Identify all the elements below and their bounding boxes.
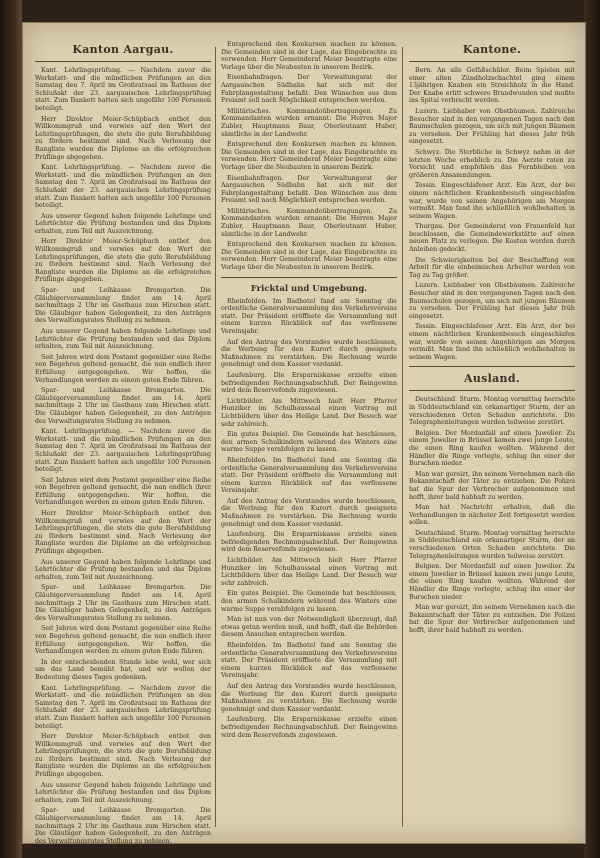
section-rule: [409, 366, 575, 367]
article-paragraph: Tessin. Eingeschlafener Arzt. Ein Arzt, der bei einem nächtlichen Krankenbesuch eingeschlafen war, wurde von seinen Angehörigen am Morgen vermißt. Man fand ihn schließlich wohlbehalten in seinem Wagen.: [409, 323, 575, 361]
section-heading-kantone: Kantone.: [462, 43, 522, 56]
section-heading-ausland: Ausland.: [464, 372, 520, 386]
article-paragraph: Bern. An alle Gefäßschüler. Beim Spielen mit einer alten Zündholzschachtel ging einem 13jährigen Knaben ein Streichholz in die Hand. Der Knabe erlitt schwere Brandwunden und mußte ins Spital verbracht werden.: [409, 67, 575, 105]
book-spine: [0, 0, 22, 858]
article-paragraph: Entsprechend den Konkursen machen zu können. Die Gemeinden sind in der Lage, das Eingebrachte zu verwenden. Herr Gemeinderat Meier beantragte eine Vorlage über die Neubauten in unserem Bezirk.: [221, 141, 397, 171]
heading-rule: [35, 61, 211, 62]
article-paragraph: Auf den Antrag des Vorstandes wurde beschlossen, die Werbung für den Kurort durch geeignete Maßnahmen zu verstärken. Die Rechnung wurde genehmigt und dem Kassier verdankt.: [221, 338, 397, 369]
article-paragraph: Laufenburg. Die Ersparniskasse erzielte einen befriedigenden Rechnungsabschluß. Der Reingewinn wird dem Reservefonds zugewiesen.: [221, 531, 397, 554]
article-paragraph: Spar- und Leihkasse Bremgarten. Die Gläubigerversammlung findet am 14. April nachmittags 2 Uhr im Gasthaus zum Hirschen statt. Die Gläubiger haben Gelegenheit, zu den Anträgen des Verwaltungsrates Stellung zu nehmen.: [35, 287, 211, 325]
heading-rule: [409, 390, 575, 391]
article-paragraph: Seit Jahren wird dem Postamt gegenüber eine Reihe von Begehren geltend gemacht, die nun endlich ihrer Erfüllung entgegengehen. Wir hoffen, die Verhandlungen werden zu einem guten Ende führen.: [35, 353, 211, 384]
article-paragraph: Auf den Antrag des Vorstandes wurde beschlossen, die Werbung für den Kurort durch geeignete Maßnahmen zu verstärken. Die Rechnung wurde genehmigt und dem Kassier verdankt.: [221, 682, 397, 713]
article-paragraph: Kant. Lehrlingsprüfung. — Nachdem zuvor die Werkstatt- und die mündlichen Prüfungen an den Samstag den 7. April im Großratsaal im Rathaus der Schlußakt der 23. aargauischen Lehrlingsprüfung statt. Zum Bankett hatten sich ungefähr 100 Personen beteiligt.: [35, 684, 211, 730]
page-edge: [584, 0, 600, 858]
article-paragraph: Lichtbilder. Am Mittwoch hielt Herr Pfarrer Hunziker im Schulhaussaal einen Vortrag mit Lichtbildern über das Heilige Land. Der Besuch war sehr zahlreich.: [221, 397, 397, 428]
article-paragraph: Kant. Lehrlingsprüfung. — Nachdem zuvor die Werkstatt- und die mündlichen Prüfungen an den Samstag den 7. April im Großratsaal im Rathaus der Schlußakt der 23. aargauischen Lehrlingsprüfung statt. Zum Bankett hatten sich ungefähr 100 Personen beteiligt.: [35, 164, 211, 210]
article-paragraph: Eisenbahnfragen. Der Verwaltungsrat der Aargauischen Südbahn hat sich mit der Fahrplangestaltung befaßt. Den Wünschen aus dem Freiamt soll nach Möglichkeit entsprochen werden.: [221, 74, 397, 105]
article-paragraph: Thurgau. Der Gemeinderat von Frauenfeld hat beschlossen, die Gemeindewerkstätte auf einen neuen Platz zu verlegen. Die Kosten werden durch Anleihen gedeckt.: [409, 223, 575, 254]
article-paragraph: Rheinfelden. Im Badhotel fand am Sonntag die ordentliche Generalversammlung des Verkehrsvereins statt. Der Präsident eröffnete die Versammlung mit einem kurzen Rückblick auf das verflossene Vereinsjahr.: [221, 297, 397, 335]
article-paragraph: Auf den Antrag des Vorstandes wurde beschlossen, die Werbung für den Kurort durch geeignete Maßnahmen zu verstärken. Die Rechnung wurde genehmigt und dem Kassier verdankt.: [221, 497, 397, 528]
article-paragraph: Spar- und Leihkasse Bremgarten. Die Gläubigerversammlung findet am 14. April nachmittags 2 Uhr im Gasthaus zum Hirschen statt. Die Gläubiger haben Gelegenheit, zu den Anträgen des Verwaltungsrates Stellung zu nehmen.: [35, 807, 211, 845]
article-paragraph: Laufenburg. Die Ersparniskasse erzielte einen befriedigenden Rechnungsabschluß. Der Reingewinn wird dem Reservefonds zugewiesen.: [221, 716, 397, 739]
article-paragraph: Herr Direktor Meier-Schüpbach entbot den Willkommgruß und verwies auf den Wert der Lehrlingsprüfungen, die stets die gute Berufsbildung zu fördern bestimmt sind. Nach Verlesung der Rangliste wurden die Diplome an die erfolgreichen Prüflinge abgegeben.: [35, 510, 211, 556]
article-paragraph: Aus unserer Gegend haben folgende Lehrlinge und Lehrtöchter die Prüfung bestanden und das Diplom erhalten, zum Teil mit Auszeichnung.: [35, 328, 211, 351]
article-paragraph: Luzern. Liebhaber von Obstbäumen. Zahlreiche Besucher sind in den vergangenen Tagen nach den Baumschulen gezogen, um sich mit jungen Bäumen zu versehen. Der Frühling hat dieses Jahr früh eingesetzt.: [409, 107, 575, 146]
article-paragraph: Deutschland. Sturm. Montag vormittag herrschte in Süddeutschland ein orkanartiger Sturm, der an verschiedenen Orten Schaden anrichtete. Die Telegraphenleitungen wurden teilweise zerstört.: [409, 396, 575, 427]
article-paragraph: Aus unserer Gegend haben folgende Lehrlinge und Lehrtöchter die Prüfung bestanden und das Diplom erhalten, zum Teil mit Auszeichnung.: [35, 781, 211, 804]
article-paragraph: Eisenbahnfragen. Der Verwaltungsrat der Aargauischen Südbahn hat sich mit der Fahrplangestaltung befaßt. Den Wünschen aus dem Freiamt soll nach Möglichkeit entsprochen werden.: [221, 174, 397, 205]
article-paragraph: Seit Jahren wird dem Postamt gegenüber eine Reihe von Begehren geltend gemacht, die nun endlich ihrer Erfüllung entgegengehen. Wir hoffen, die Verhandlungen werden zu einem guten Ende führen.: [35, 625, 211, 656]
section-rule: [221, 277, 397, 278]
article-paragraph: Belgien. Der Mordanfall auf einen Juwelier. Zu einem Juwelier in Brüssel kamen zwei junge Leute, die einen Ring kaufen wollten. Während der Händler die Ringe vorlegte, schlug ihn einer der Burschen nieder.: [409, 429, 575, 468]
article-paragraph: Ein gutes Beispiel. Die Gemeinde hat beschlossen, den armen Schulkindern während des Winters eine warme Suppe verabfolgen zu lassen.: [221, 431, 397, 454]
article-paragraph: Deutschland. Sturm. Montag vormittag herrschte in Süddeutschland ein orkanartiger Sturm, der an verschiedenen Orten Schaden anrichtete. Die Telegraphenleitungen wurden teilweise zerstört.: [409, 529, 575, 560]
article-paragraph: Herr Direktor Meier-Schüpbach entbot den Willkommgruß und verwies auf den Wert der Lehrlingsprüfungen, die stets die gute Berufsbildung zu fördern bestimmt sind. Nach Verlesung der Rangliste wurden die Diplome an die erfolgreichen Prüflinge abgegeben.: [35, 733, 211, 779]
article-paragraph: Man ist nun von der Notwendigkeit überzeugt, daß etwas getan werden muß, und hofft, daß die Behörden diesem Ansuchen entsprechen werden.: [221, 616, 397, 639]
column-kantone: [409, 41, 575, 831]
column-divider: [215, 47, 216, 827]
article-paragraph: Aus unserer Gegend haben folgende Lehrlinge und Lehrtöchter die Prüfung bestanden und das Diplom erhalten, zum Teil mit Auszeichnung.: [35, 212, 211, 235]
article-paragraph: Schwyz. Die Sterbliche in Schwyz nahm in der letzten Woche erheblich zu. Die Aerzte raten zu Vorsicht und empfehlen das Fernbleiben von größeren Ansammlungen.: [409, 148, 575, 179]
article-paragraph: Aus unserer Gegend haben folgende Lehrlinge und Lehrtöchter die Prüfung bestanden und das Diplom erhalten, zum Teil mit Auszeichnung.: [35, 558, 211, 581]
article-paragraph: Entsprechend den Konkursen machen zu können. Die Gemeinden sind in der Lage, das Eingebrachte zu verwenden. Herr Gemeinderat Meier beantragte eine Vorlage über die Neubauten in unserem Bezirk.: [221, 41, 397, 71]
section-heading-kanton-aargau: Kanton Aargau.: [72, 43, 174, 56]
article-paragraph: Man war gereizt, ihn seinem Vernehmen nach die Bekanntschaft der Täter zu entziehen. Die Polizei hat die Spur der Verbrecher aufgenommen und hofft, ihrer bald habhaft zu werden.: [409, 604, 575, 634]
article-paragraph: Militärisches. Kommandoübertragungen. Zu Kommandanten wurden ernannt: Die Herren Major Zubler, Hauptmann Baur, Oberleutnant Huber, sämtliche in der Landwehr.: [221, 107, 397, 138]
article-paragraph: Laufenburg. Die Ersparniskasse erzielte einen befriedigenden Rechnungsabschluß. Der Reingewinn wird dem Reservefonds zugewiesen.: [221, 371, 397, 395]
article-paragraph: Lichtbilder. Am Mittwoch hielt Herr Pfarrer Hunziker im Schulhaussaal einen Vortrag mit Lichtbildern über das Heilige Land. Der Besuch war sehr zahlreich.: [221, 557, 397, 587]
article-paragraph: Die Schwierigkeiten bei der Beschaffung von Arbeit für die einheimischen Arbeiter werden von Tag zu Tag größer.: [409, 256, 575, 279]
article-paragraph: Ein gutes Beispiel. Die Gemeinde hat beschlossen, den armen Schulkindern während des Winters eine warme Suppe verabfolgen zu lassen.: [221, 590, 397, 613]
article-paragraph: Herr Direktor Meier-Schüpbach entbot den Willkommgruß und verwies auf den Wert der Lehrlingsprüfungen, die stets die gute Berufsbildung zu fördern bestimmt sind. Nach Verlesung der Rangliste wurden die Diplome an die erfolgreichen Prüflinge abgegeben.: [35, 238, 211, 284]
article-paragraph: Rheinfelden. Im Badhotel fand am Sonntag die ordentliche Generalversammlung des Verkehrsvereins statt. Der Präsident eröffnete die Versammlung mit einem kurzen Rückblick auf das verflossene Vereinsjahr.: [221, 641, 397, 680]
article-paragraph: Kant. Lehrlingsprüfung. — Nachdem zuvor die Werkstatt- und die mündlichen Prüfungen an den Samstag den 7. April im Großratsaal im Rathaus der Schlußakt der 23. aargauischen Lehrlingsprüfung statt. Zum Bankett hatten sich ungefähr 100 Personen beteiligt.: [35, 67, 211, 112]
article-paragraph: Luzern. Liebhaber von Obstbäumen. Zahlreiche Besucher sind in den vergangenen Tagen nach den Baumschulen gezogen, um sich mit jungen Bäumen zu versehen. Der Frühling hat dieses Jahr früh eingesetzt.: [409, 282, 575, 320]
article-paragraph: Seit Jahren wird dem Postamt gegenüber eine Reihe von Begehren geltend gemacht, die nun endlich ihrer Erfüllung entgegengehen. Wir hoffen, die Verhandlungen werden zu einem guten Ende führen.: [35, 476, 211, 507]
article-paragraph: Tessin. Eingeschlafener Arzt. Ein Arzt, der bei einem nächtlichen Krankenbesuch eingeschlafen war, wurde von seinen Angehörigen am Morgen vermißt. Man fand ihn schließlich wohlbehalten in seinem Wagen.: [409, 182, 575, 220]
heading-rule: [409, 61, 575, 62]
article-paragraph: Kant. Lehrlingsprüfung. — Nachdem zuvor die Werkstatt- und die mündlichen Prüfungen an den Samstag den 7. April im Großratsaal im Rathaus der Schlußakt der 23. aargauischen Lehrlingsprüfung statt. Zum Bankett hatten sich ungefähr 100 Personen beteiligt.: [35, 428, 211, 474]
article-paragraph: Herr Direktor Meier-Schüpbach entbot den Willkommgruß und verwies auf den Wert der Lehrlingsprüfungen, die stets die gute Berufsbildung zu fördern bestimmt sind. Nach Verlesung der Rangliste wurden die Diplome an die erfolgreichen Prüflinge abgegeben.: [35, 115, 211, 161]
column-fricktal: [221, 41, 397, 831]
article-paragraph: Spar- und Leihkasse Bremgarten. Die Gläubigerversammlung findet am 14. April nachmittags 2 Uhr im Gasthaus zum Hirschen statt. Die Gläubiger haben Gelegenheit, zu den Anträgen des Verwaltungsrates Stellung zu nehmen.: [35, 584, 211, 622]
article-paragraph: Man hat Nachricht erhalten, daß die Verhandlungen in nächster Zeit fortgesetzt werden sollen.: [409, 504, 575, 527]
article-paragraph: Man war gereizt, ihn seinem Vernehmen nach die Bekanntschaft der Täter zu entziehen. Die Polizei hat die Spur der Verbrecher aufgenommen und hofft, ihrer bald habhaft zu werden.: [409, 470, 575, 501]
newspaper-page: [22, 22, 586, 844]
section-heading-fricktal: Fricktal und Umgebung.: [250, 283, 368, 294]
column-kanton-aargau: [35, 41, 211, 845]
article-paragraph: Entsprechend den Konkursen machen zu können. Die Gemeinden sind in der Lage, das Eingebrachte zu verwenden. Herr Gemeinderat Meier beantragte eine Vorlage über die Neubauten in unserem Bezirk.: [221, 241, 397, 272]
article-paragraph: In der entscheidenden Stunde lebe wohl, wer sich um das Land bemüht hat, und wir wollen der Bedeutung dieses Tages gedenken.: [35, 658, 211, 681]
article-paragraph: Militärisches. Kommandoübertragungen. Zu Kommandanten wurden ernannt: Die Herren Major Zubler, Hauptmann Baur, Oberleutnant Huber, sämtliche in der Landwehr.: [221, 207, 397, 238]
article-paragraph: Belgien. Der Mordanfall auf einen Juwelier. Zu einem Juwelier in Brüssel kamen zwei junge Leute, die einen Ring kaufen wollten. Während der Händler die Ringe vorlegte, schlug ihn einer der Burschen nieder.: [409, 563, 575, 601]
column-divider: [402, 47, 403, 827]
article-paragraph: Spar- und Leihkasse Bremgarten. Die Gläubigerversammlung findet am 14. April nachmittags 2 Uhr im Gasthaus zum Hirschen statt. Die Gläubiger haben Gelegenheit, zu den Anträgen des Verwaltungsrates Stellung zu nehmen.: [35, 387, 211, 425]
article-paragraph: Rheinfelden. Im Badhotel fand am Sonntag die ordentliche Generalversammlung des Verkehrsvereins statt. Der Präsident eröffnete die Versammlung mit einem kurzen Rückblick auf das verflossene Vereinsjahr.: [221, 456, 397, 495]
